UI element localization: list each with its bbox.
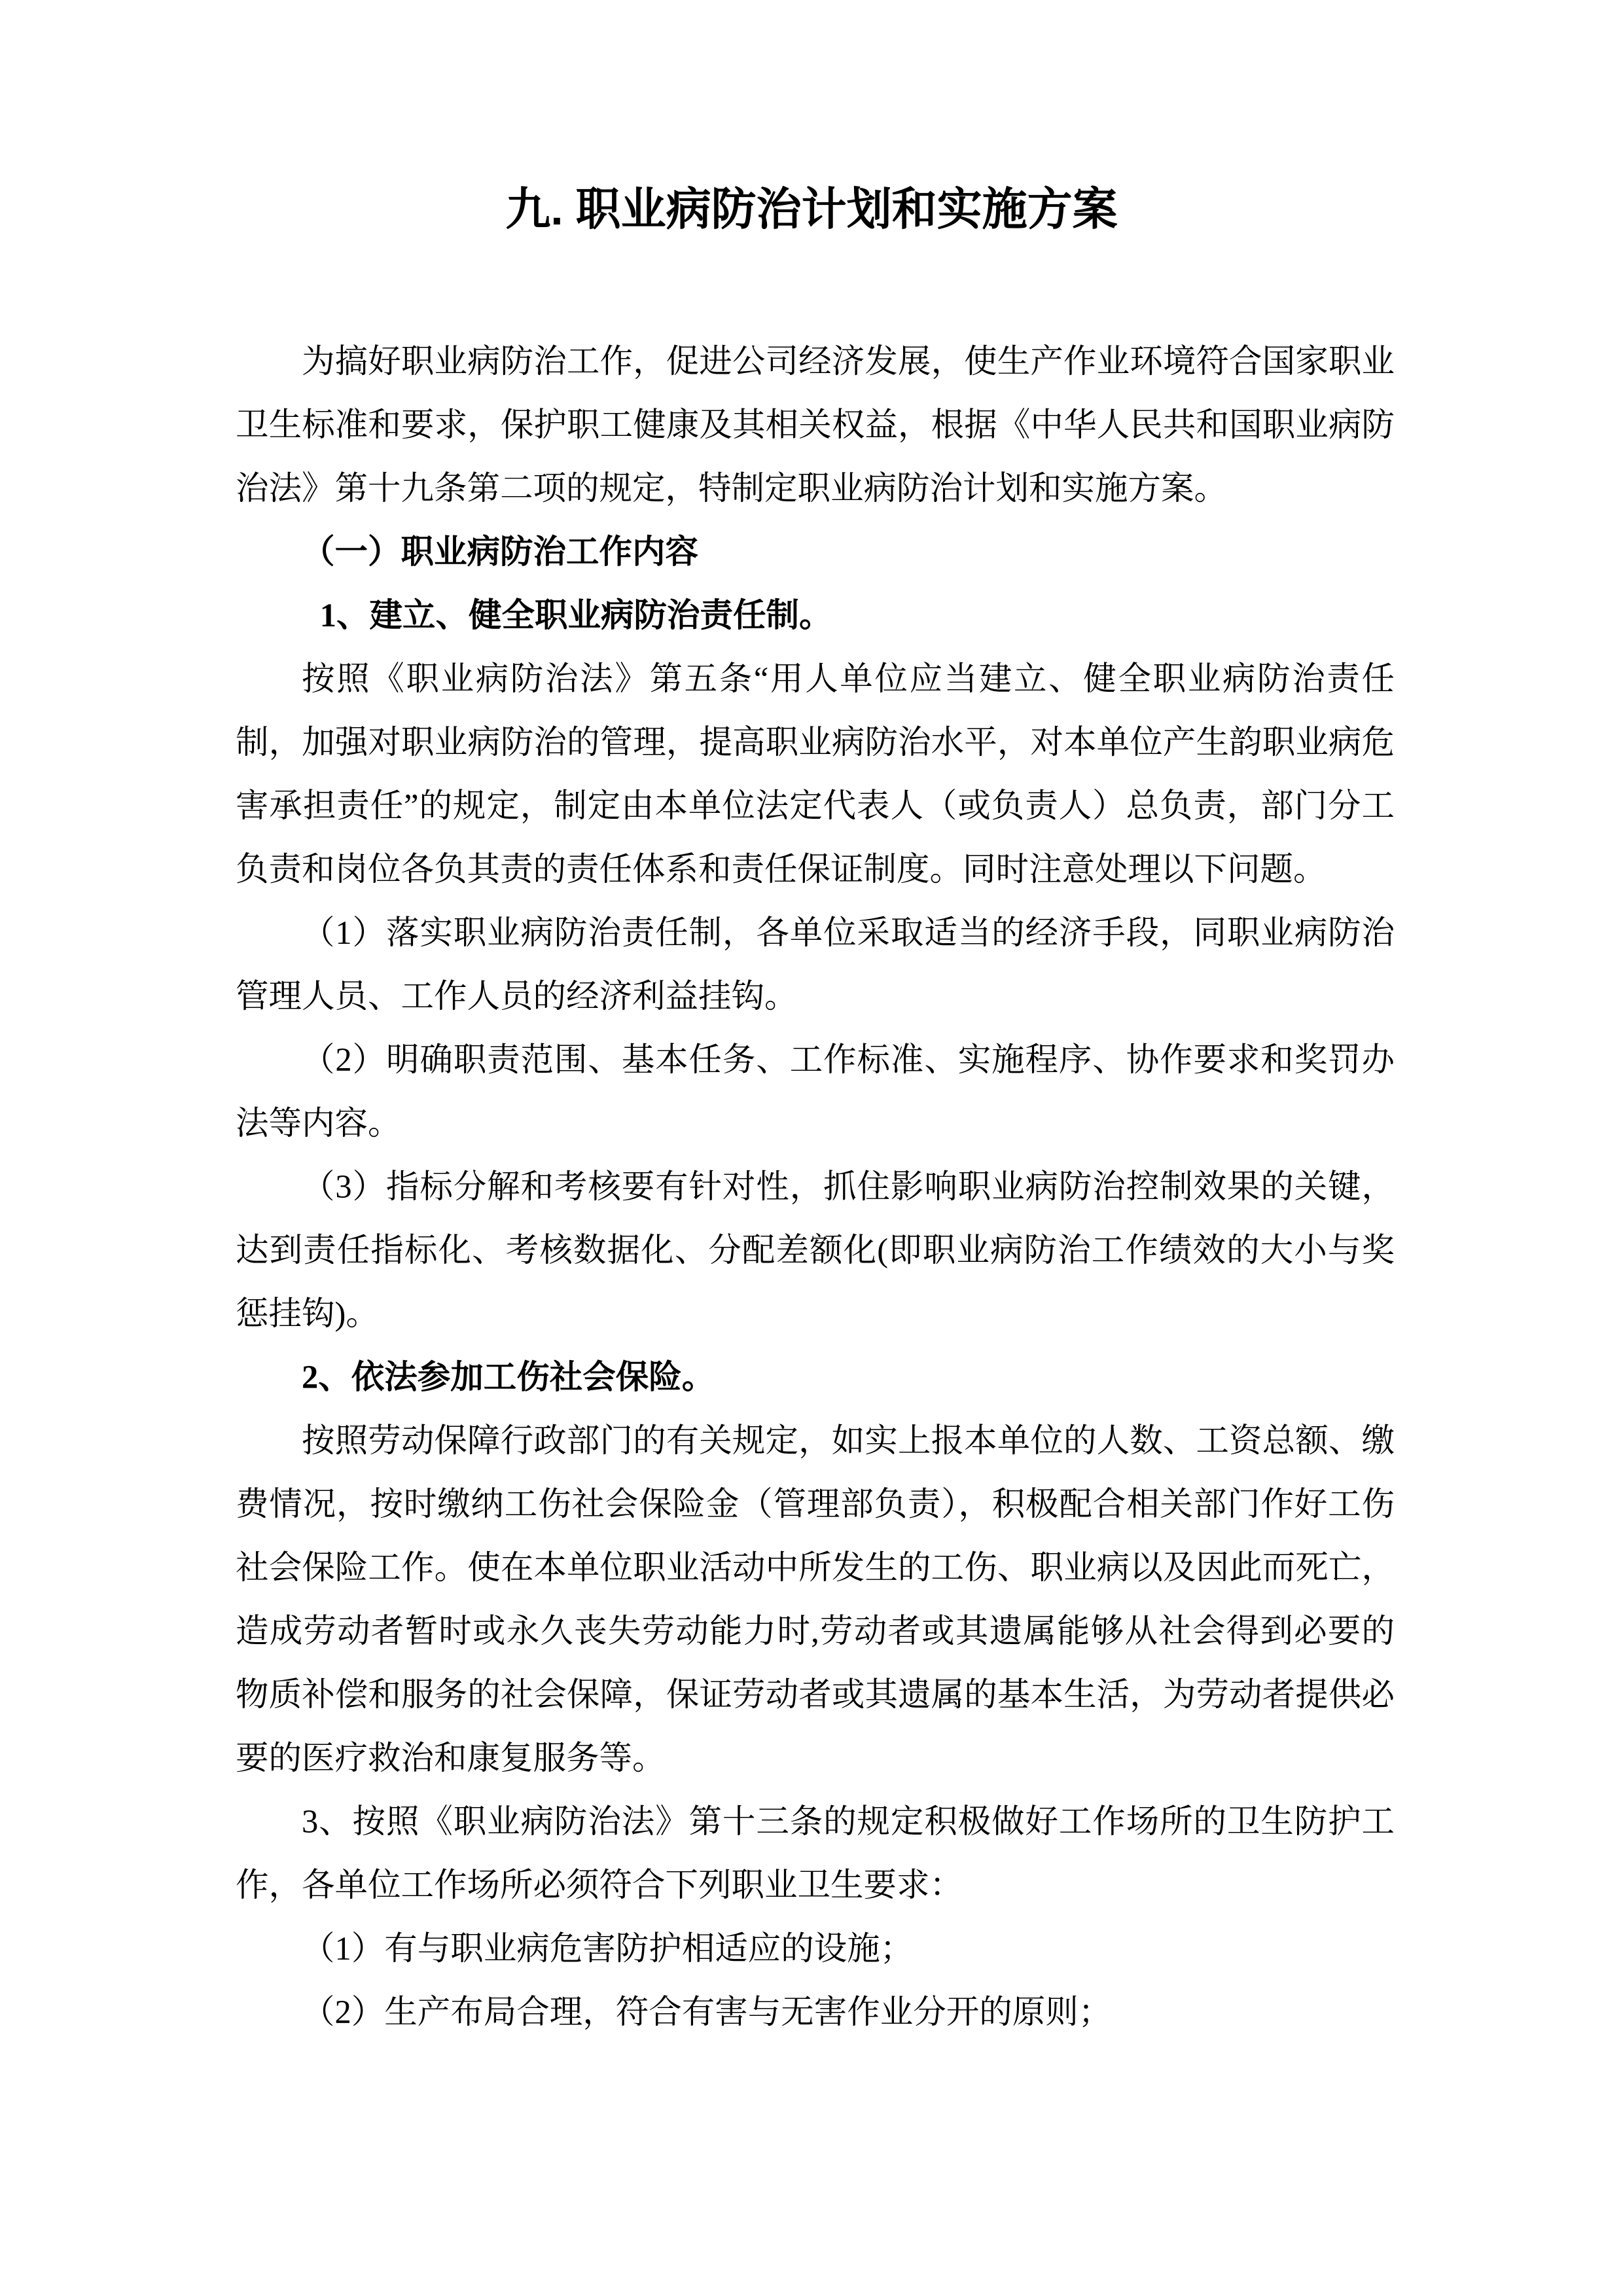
heading-item-1: 1、建立、健全职业病防治责任制。 <box>319 597 832 634</box>
page-title: 九. 职业病防治计划和实施方案 <box>505 184 1118 234</box>
para-item-1-sub-3: （3）指标分解和考核要有针对性，抓住影响职业病防治控制效果的关键，达到责任指标化、考核数据化、分配差额化(即职业病防治工作绩效的大小与奖惩挂钩)。 <box>236 1168 1395 1332</box>
para-item-2-body: 按照劳动保障行政部门的有关规定，如实上报本单位的人数、工资总额、缴费情况，按时缴纳工伤社会保险金（管理部负责），积极配合相关部门作好工伤社会保险工作。使在本单位职业活动中所发生的工伤、职业病以及因此而死亡，造成劳动者暂时或永久丧失劳动能力时,劳动者或其遗属能够从社会得到必要的物质补偿和服务的社会保障，保证劳动者或其遗属的基本生活，为劳动者提供必要的医疗救治和康复服务等。 <box>236 1422 1395 1776</box>
heading-section-1: （一）职业病防治工作内容 <box>302 533 698 570</box>
para-item-1-sub-2: （2）明确职责范围、基本任务、工作标准、实施程序、协作要求和奖罚办法等内容。 <box>236 1041 1395 1141</box>
para-intro: 为搞好职业病防治工作，促进公司经济发展，使生产作业环境符合国家职业卫生标准和要求，保护职工健康及其相关权益，根据《中华人民共和国职业病防治法》第十九条第二项的规定，特制定职业病防治计划和实施方案。 <box>236 343 1395 507</box>
para-item-3-req-1: （1）有与职业病危害防护相适应的设施； <box>302 1930 914 1967</box>
document-body <box>236 330 1395 2044</box>
heading-item-2: 2、依法参加工伤社会保险。 <box>302 1359 715 1395</box>
para-item-3: 3、按照《职业病防治法》第十三条的规定积极做好工作场所的卫生防护工作，各单位工作场所必须符合下列职业卫生要求： <box>236 1803 1395 1903</box>
para-item-1-sub-1: （1）落实职业病防治责任制，各单位采取适当的经济手段，同职业病防治管理人员、工作人员的经济利益挂钩。 <box>236 914 1395 1014</box>
para-item-3-req-2: （2）生产布局合理，符合有害与无害作业分开的原则； <box>302 1994 1112 2030</box>
para-item-1-body: 按照《职业病防治法》第五条“用人单位应当建立、健全职业病防治责任制，加强对职业病防治的管理，提高职业病防治水平，对本单位产生韵职业病危害承担责任”的规定，制定由本单位法定代表人（或负责人）总负责，部门分工负责和岗位各负其责的责任体系和责任保证制度。同时注意处理以下问题。 <box>236 660 1395 888</box>
